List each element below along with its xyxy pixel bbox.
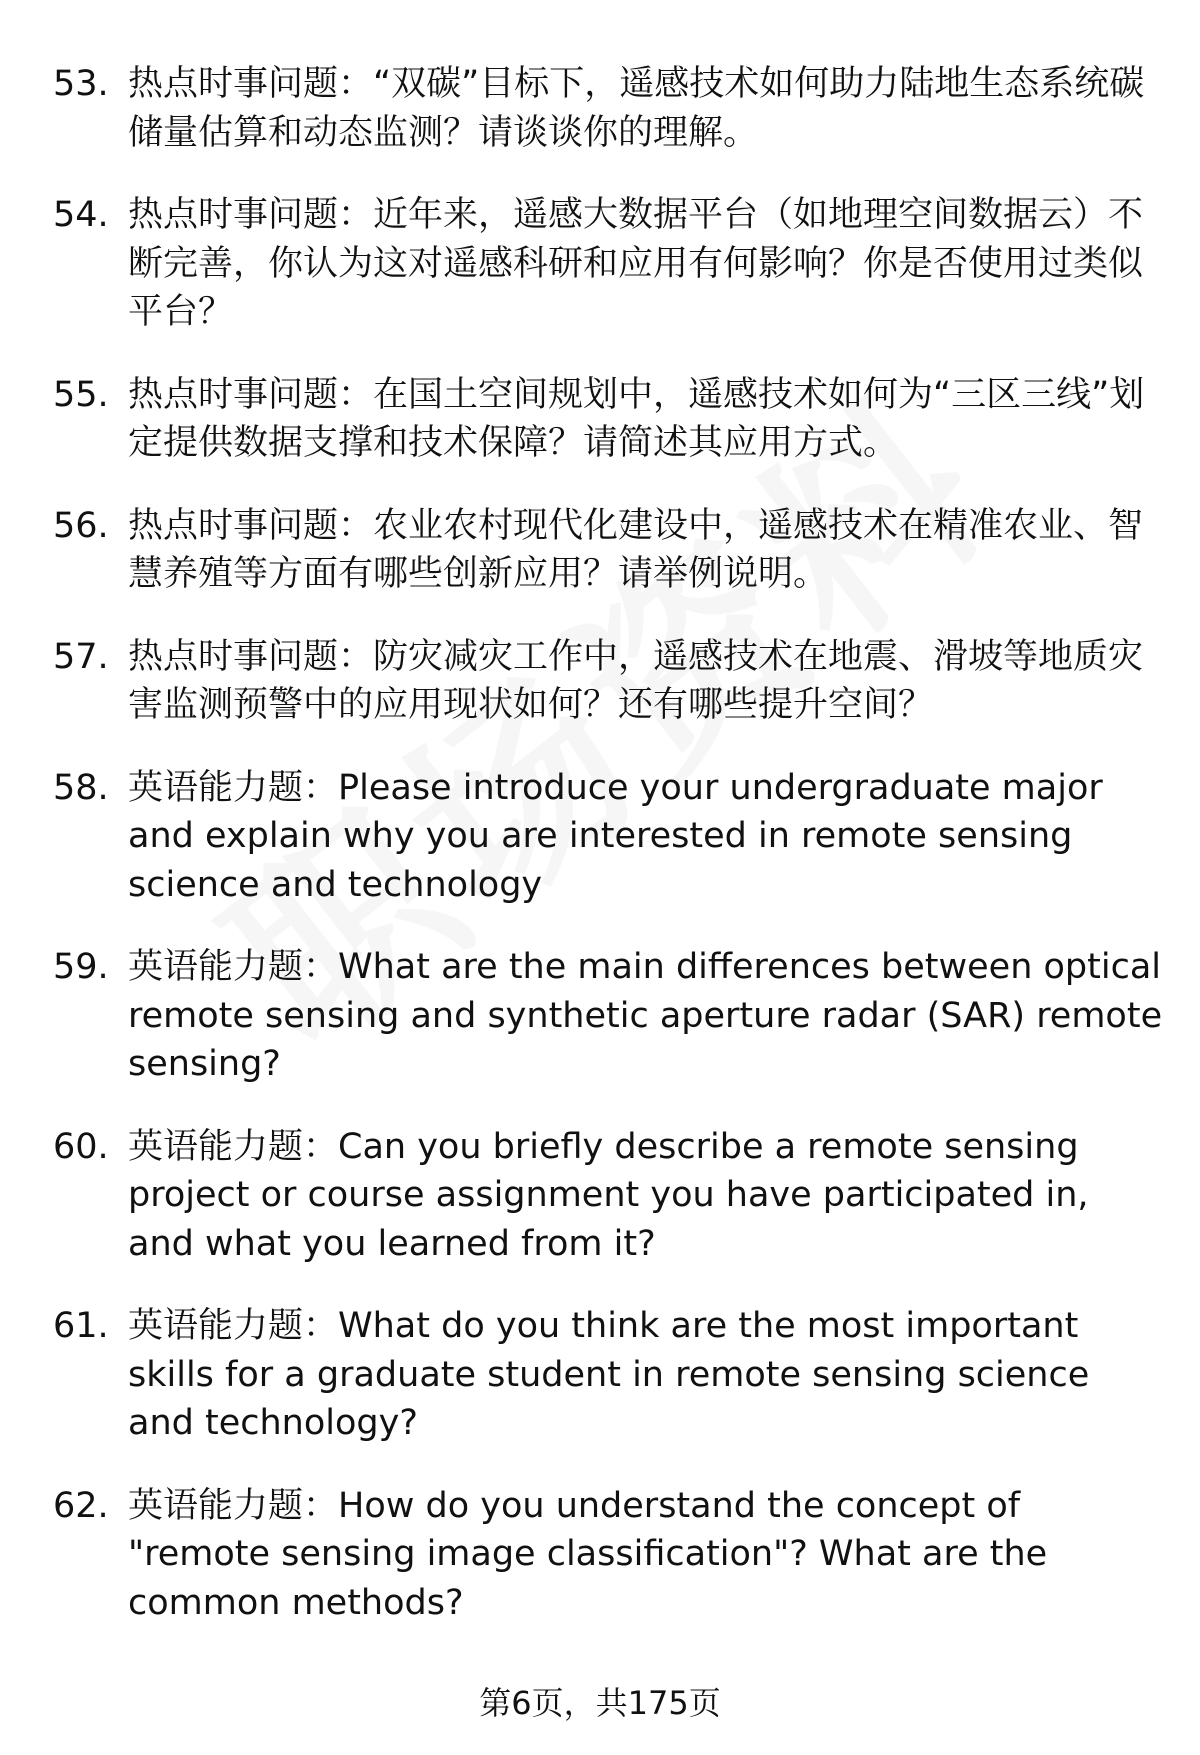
question-number: 62. bbox=[53, 1485, 109, 1526]
question-number: 56. bbox=[53, 505, 109, 546]
question-text: How do you understand the concept of "remote sensing image classification"? What are the common methods? bbox=[128, 1485, 1048, 1623]
question-text: 在国土空间规划中，遥感技术如何为“三区三线”划定提供数据支撑和技术保障？请简述其应用方式。 bbox=[128, 374, 1145, 463]
question-number: 54. bbox=[53, 195, 109, 235]
question-number: 57. bbox=[53, 636, 109, 677]
question-category: 英语能力题： bbox=[128, 1126, 339, 1167]
question-text: 近年来，遥感大数据平台（如地理空间数据云）不断完善，你认为这对遥感科研和应用有何影响？你是否使用过类似平台？ bbox=[128, 195, 1144, 332]
question-item bbox=[0, 764, 1200, 910]
question-item bbox=[0, 943, 1200, 1089]
question-number: 53. bbox=[53, 64, 109, 104]
question-item bbox=[0, 1123, 1200, 1269]
question-category: 热点时事问题： bbox=[128, 505, 374, 546]
question-item bbox=[0, 371, 1200, 468]
question-number: 55. bbox=[53, 374, 109, 415]
question-category: 英语能力题： bbox=[128, 767, 339, 808]
question-list bbox=[0, 60, 1200, 1661]
question-category: 热点时事问题： bbox=[128, 374, 374, 415]
question-category: 热点时事问题： bbox=[128, 64, 374, 104]
question-item bbox=[0, 502, 1200, 599]
question-text: What are the main differences between optical remote sensing and synthetic aperture radar (SAR) remote sensing? bbox=[128, 947, 1163, 1084]
page-footer: 第6页，共175页 bbox=[479, 1684, 721, 1722]
question-category: 英语能力题： bbox=[128, 947, 339, 987]
question-item bbox=[0, 191, 1200, 337]
question-item bbox=[0, 1302, 1200, 1448]
question-category: 热点时事问题： bbox=[128, 636, 374, 677]
question-text: Please introduce your undergraduate major and explain why you are interested in remote sensing science and technology bbox=[128, 767, 1103, 905]
question-number: 58. bbox=[53, 767, 109, 808]
question-number: 61. bbox=[53, 1306, 109, 1346]
question-text: “双碳”目标下，遥感技术如何助力陆地生态系统碳储量估算和动态监测？请谈谈你的理解。 bbox=[128, 64, 1145, 153]
question-item bbox=[0, 633, 1200, 730]
question-text: What do you think are the most important skills for a graduate student in remote sensing science and technology? bbox=[128, 1306, 1090, 1443]
question-item bbox=[0, 1482, 1200, 1628]
question-item bbox=[0, 60, 1200, 157]
question-text: 防灾减灾工作中，遥感技术在地震、滑坡等地质灾害监测预警中的应用现状如何？还有哪些提升空间？ bbox=[128, 636, 1144, 725]
question-text: 农业农村现代化建设中，遥感技术在精准农业、智慧养殖等方面有哪些创新应用？请举例说明。 bbox=[128, 505, 1144, 594]
question-text: Can you briefly describe a remote sensing project or course assignment you have participated in, and what you learned from it? bbox=[128, 1126, 1089, 1264]
question-number: 60. bbox=[53, 1126, 109, 1167]
question-number: 59. bbox=[53, 947, 109, 987]
question-category: 英语能力题： bbox=[128, 1306, 339, 1346]
question-category: 热点时事问题： bbox=[128, 195, 374, 235]
question-category: 英语能力题： bbox=[128, 1485, 339, 1526]
